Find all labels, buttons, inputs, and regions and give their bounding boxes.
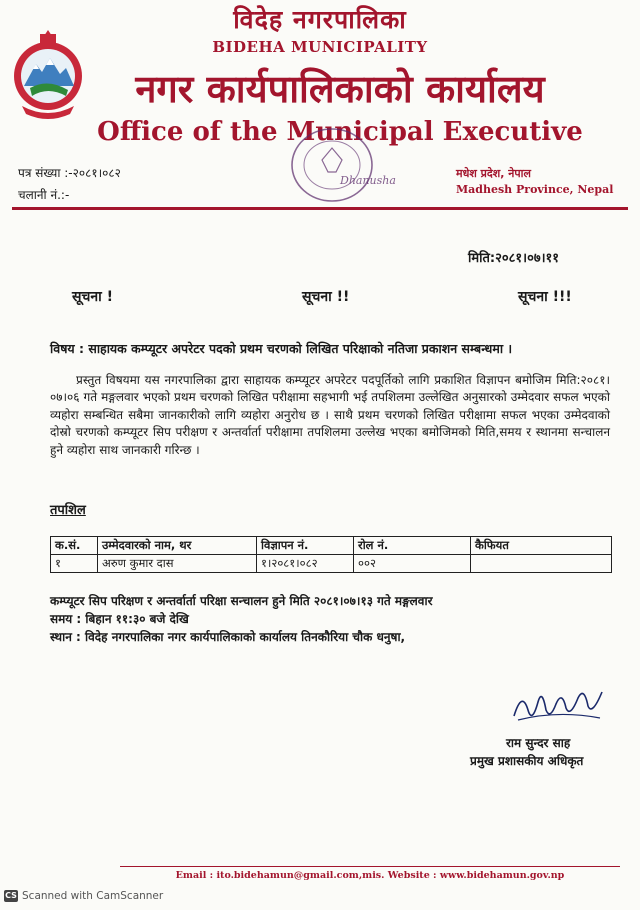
stamp-label: Dhanusha (340, 174, 396, 187)
reference-number: पत्र संख्या :-२०८१।०८२ (18, 166, 121, 180)
scanner-watermark (4, 890, 163, 902)
office-title-en: Office of the Municipal Executive (97, 117, 583, 147)
table-header-row (51, 537, 612, 555)
municipality-title-en: BIDEHA MUNICIPALITY (212, 38, 428, 56)
col-advert-no: विज्ञापन नं. (257, 537, 354, 555)
candidate-table (50, 536, 612, 573)
signatory-name: राम सुन्दर साह (506, 736, 571, 750)
notice-label-3: सूचना !!! (518, 289, 572, 305)
exam-time: समय : बिहान ११:३० बजे देखि (50, 612, 189, 626)
cell-serial: १ (51, 555, 98, 573)
header-divider (12, 207, 628, 210)
cell-advert-no: १।२०८१।०८२ (257, 555, 354, 573)
table-row (51, 555, 612, 573)
municipality-title-np: विदेह नगरपालिका (233, 5, 407, 34)
camscanner-icon: CS (5, 891, 17, 900)
cell-remarks (471, 555, 612, 573)
province-np: मधेश प्रदेश, नेपाल (456, 167, 531, 180)
office-title-np: नगर कार्यपालिकाको कार्यालय (135, 67, 545, 111)
cell-roll-no: ००२ (354, 555, 471, 573)
handwritten-signature (508, 680, 608, 728)
notice-label-2: सूचना !! (302, 289, 350, 305)
footer-divider (120, 866, 620, 867)
official-seal-stamp (284, 120, 396, 210)
dispatch-number: चलानी नं.:- (18, 188, 70, 202)
cell-candidate-name: अरुण कुमार दास (98, 555, 257, 573)
annex-heading: तपशिल (50, 503, 86, 518)
col-serial: क.सं. (51, 537, 98, 555)
body-paragraph (50, 372, 610, 459)
notice-label-1: सूचना ! (72, 289, 114, 305)
col-remarks: कैफियत (471, 537, 612, 555)
exam-schedule: कम्प्यूटर सिप परिक्षण र अन्तर्वार्ता परिक्षा सन्चालन हुने मिति २०८१।०७।१३ गते मङ्गलवार (50, 594, 433, 608)
scanner-watermark-text: Scanned with CamScanner (22, 890, 164, 902)
exam-place: स्थान : विदेह नगरपालिका नगर कार्यपालिकाको कार्यालय तिनकौरिया चौक धनुषा, (50, 630, 406, 644)
col-roll-no: रोल नं. (354, 537, 471, 555)
body-paragraph-text: प्रस्तुत विषयमा यस नगरपालिका द्वारा साहायक कम्प्यूटर अपरेटर पदपूर्तिको लागि प्रकाशित विज्ञापन बमोजिम मिति:२०८१।०७।०६ गते मङ्गलवार भएको प्रथम चरणको लिखित परीक्षामा सहभागी भई तपशिलमा उल्लेखित अनुसारको उम्मेदवार सफल भएको व्यहोरा सम्बन्धित सबैमा जानकारीको लागि व्यहोरा अनुरोध छ । साथै प्रथम चरणको लिखित परीक्षामा सफल भएका उम्मेदवाको दोस्रो चरणको कम्प्यूटर सिप परीक्षण र अन्तर्वार्ता परीक्षामा तपशिलमा उल्लेख भएका बमोजिमको मिति,समय र स्थानमा सन्चालन हुने व्यहोरा साथ जानकारी गरिन्छ । (50, 373, 610, 457)
nepal-emblem-logo (10, 28, 86, 118)
col-candidate-name: उम्मेदवारको नाम, थर (98, 537, 257, 555)
subject-line: विषय : साहायक कम्प्यूटर अपरेटर पदको प्रथम चरणको लिखित परिक्षाको नतिजा प्रकाशन सम्बन्धमा । (50, 341, 513, 356)
footer-contact: Email : ito.bidehamun@gmail.com,mis. Website : www.bidehamun.gov.np (175, 870, 565, 881)
signatory-title: प्रमुख प्रशासकीय अधिकृत (470, 754, 584, 768)
document-date: मिति:२०८१।०७।११ (468, 251, 560, 266)
province-en: Madhesh Province, Nepal (456, 183, 614, 196)
